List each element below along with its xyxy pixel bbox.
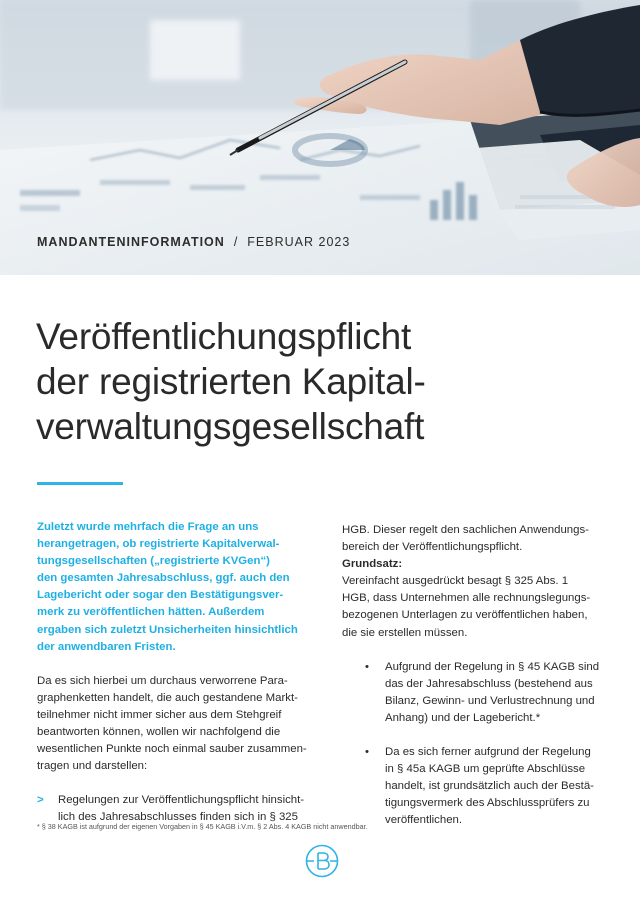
hero-photo [0, 0, 640, 275]
body-line: bezogenen Unterlagen zu veröffentlichen haben, [342, 609, 588, 622]
lead-line: Lagebericht oder sogar den Bestätigungsver- [37, 589, 284, 602]
lead-line: ergaben sich zuletzt Unsicherheiten hinsichtlich [37, 623, 298, 636]
title-line: verwaltungsgesellschaft [36, 406, 425, 447]
kicker-date: FEBRUAR 2023 [247, 235, 351, 249]
body-paragraph [37, 673, 309, 776]
bullet-line: veröffentlichen. [385, 814, 463, 827]
body-line: Vereinfacht ausgedrückt besagt § 325 Abs. 1 [342, 575, 569, 588]
lead-line: den gesamten Jahresabschluss, ggf. auch den [37, 572, 290, 585]
body-line: die sie erstellen müssen. [342, 626, 468, 639]
lead-line: tungsgesellschaften („registrierte KVGen“) [37, 555, 270, 568]
bullet-line: Anhang) und der Lagebericht.* [385, 711, 541, 724]
continued-paragraph [342, 522, 604, 642]
right-column [342, 522, 604, 847]
footnote: * § 38 KAGB ist aufgrund der eigenen Vorgaben in § 45 KAGB i.V.m. § 2 Abs. 4 KAGB nicht anwendbar. [37, 822, 368, 831]
bullet-line: Aufgrund der Regelung in § 45 KAGB sind [385, 660, 600, 673]
body-line: HGB, dass Unternehmen alle rechnungslegungs- [342, 592, 591, 605]
kicker-label: MANDANTENINFORMATION [37, 235, 225, 249]
bullet-item [342, 659, 604, 727]
body-line: beantworten können, wollen wir nachfolgend die [37, 726, 281, 739]
bullet-item [342, 744, 604, 829]
document-kicker [37, 235, 350, 249]
page-title [36, 314, 596, 449]
kicker-separator: / [233, 235, 239, 249]
bullet-line: tigungsvermerk des Abschlussprüfers zu [385, 797, 590, 810]
body-line: tragen und darstellen: [37, 760, 148, 773]
accent-divider [37, 482, 123, 485]
body-line: HGB. Dieser regelt den sachlichen Anwendungs- [342, 524, 589, 536]
lead-line: merk zu veröffentlichen hätten. Außerdem [37, 606, 265, 619]
lead-line: der anwendbaren Fristen. [37, 640, 176, 653]
body-line: graphenketten handelt, die auch gestandene Markt- [37, 691, 298, 704]
bullet-line: Da es sich ferner aufgrund der Regelung [385, 746, 591, 759]
list-item-line: Regelungen zur Veröffentlichungspflicht hinsicht- [58, 794, 305, 807]
body-text: bereich der Veröffentlichungspflicht. [342, 541, 523, 554]
title-line: der registrierten Kapital- [36, 361, 426, 402]
bullet-line: handelt, ist grundsätzlich auch der Bestä- [385, 780, 594, 793]
lead-line: Zuletzt wurde mehrfach die Frage an uns [37, 521, 259, 533]
body-line: teilnehmer nicht immer sicher aus dem Stehgreif [37, 708, 282, 721]
body-line: wesentlichen Punkte noch einmal sauber zusammen- [37, 743, 307, 756]
lead-paragraph [37, 519, 309, 656]
lead-line: herangetragen, ob registrierte Kapitalverwal- [37, 538, 280, 551]
body-line: Da es sich hierbei um durchaus verworrene Para- [37, 674, 288, 687]
arrow-marker: > [37, 794, 44, 807]
bullet-line: das der Jahresabschluss (bestehend aus [385, 677, 593, 690]
left-column [37, 519, 309, 827]
list-item-line: lich des Jahresabschlusses finden sich in § 325 [58, 811, 298, 824]
b-monogram-logo-icon [305, 844, 339, 878]
bullet-line: in § 45a KAGB um geprüfte Abschlüsse [385, 763, 586, 776]
grundsatz-label: Grundsatz: [342, 558, 403, 571]
bullet-line: Bilanz, Gewinn- und Verlustrechnung und [385, 694, 595, 707]
bullet-marker: • [365, 746, 369, 759]
hand-with-pen-over-charts-photo [0, 0, 640, 275]
bullet-marker: • [365, 660, 369, 673]
body-line [342, 539, 604, 573]
title-line: Veröffentlichungspflicht [36, 316, 412, 357]
